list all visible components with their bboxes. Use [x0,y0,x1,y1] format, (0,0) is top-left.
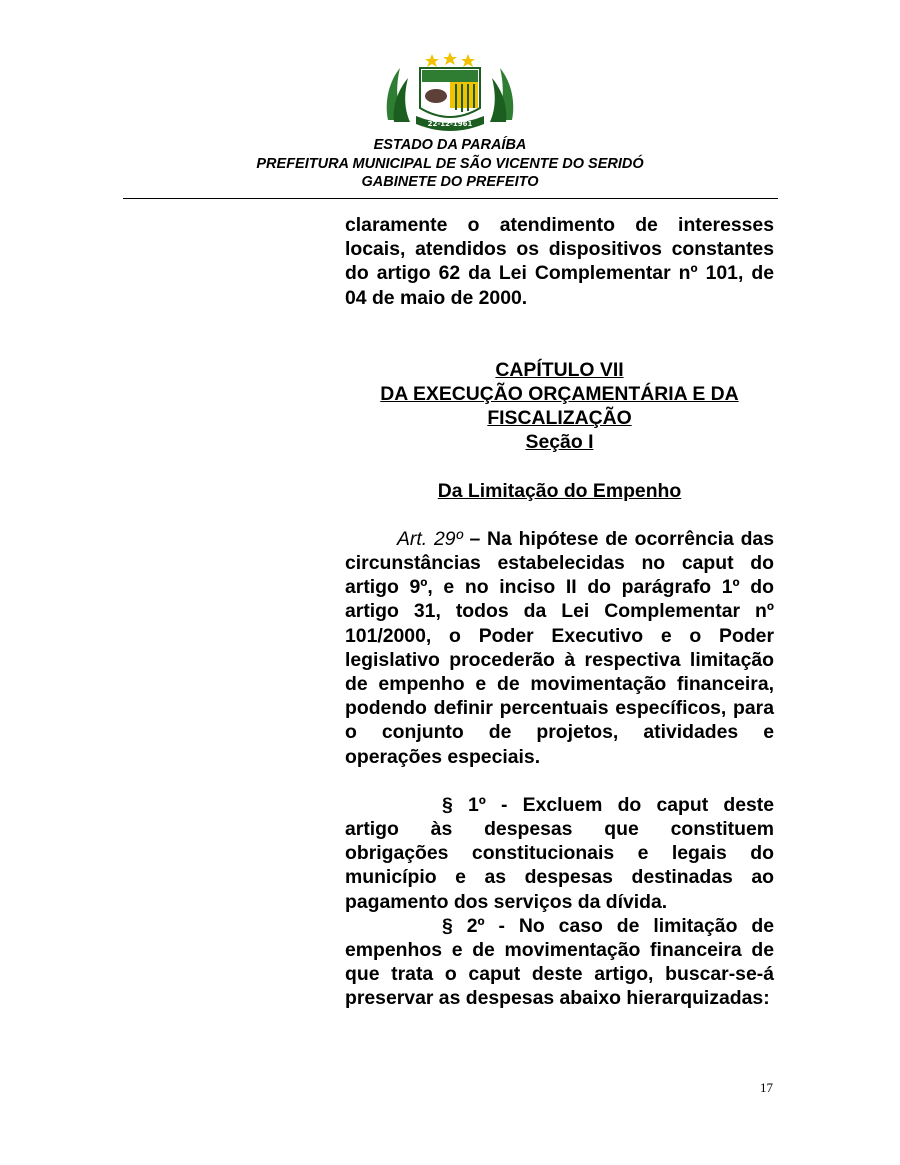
intro-paragraph: claramente o atendimento de interesses locais, atendidos os dispositivos constantes do artigo 62 da Lei Complementar nº 101, de 04 de maio de 2000. [345,214,774,309]
header-state: ESTADO DA PARAÍBA [373,137,527,153]
subsection-heading: Da Limitação do Empenho [437,479,682,502]
crest-date: 22-12-1961 [427,120,473,128]
article-text: – Na hipótese de ocorrência das circunstâncias estabelecidas no caput do artigo 9º, e no inciso II do parágrafo 1º do artigo 31, todos da Lei Complementar nº 101/2000, o Poder Executivo e o Poder legislativo procederão à respectiva limitação de empenho e de movimentação financeira, podendo definir percentuais específicos, para o conjunto de projetos, atividades e operações especiais. [345,527,775,768]
header-divider [123,198,778,199]
article-label: Art. 29º [397,527,463,550]
article-29 [345,527,774,769]
chapter-heading: CAPÍTULO VII [495,358,624,381]
document-header [120,136,780,192]
section-heading: Seção I [525,431,594,454]
crest-animal [425,89,447,103]
crest-stars [425,52,475,67]
header-prefecture: PREFEITURA MUNICIPAL DE SÃO VICENTE DO SERIDÓ [256,155,644,172]
chapter-title-line-2: FISCALIZAÇÃO [487,407,632,430]
paragraph-1: § 1º - Excluem do caput deste artigo às despesas que constituem obrigações constitucionais e legais do município e as despesas destinadas ao pagamento dos serviços da dívida. [345,793,774,913]
chapter-title-line-1: DA EXECUÇÃO ORÇAMENTÁRIA E DA [380,383,739,406]
document-body [345,213,774,1011]
paragraph-2: § 2º - No caso de limitação de empenhos e de movimentação financeira de que trata o caput deste artigo, buscar-se-á preservar as despesas abaixo hierarquizadas: [345,914,774,1010]
header-office: GABINETE DO PREFEITO [361,174,539,190]
page-number: 17 [760,1080,773,1095]
crest-top-band [422,70,478,82]
municipal-crest-icon [380,50,520,134]
